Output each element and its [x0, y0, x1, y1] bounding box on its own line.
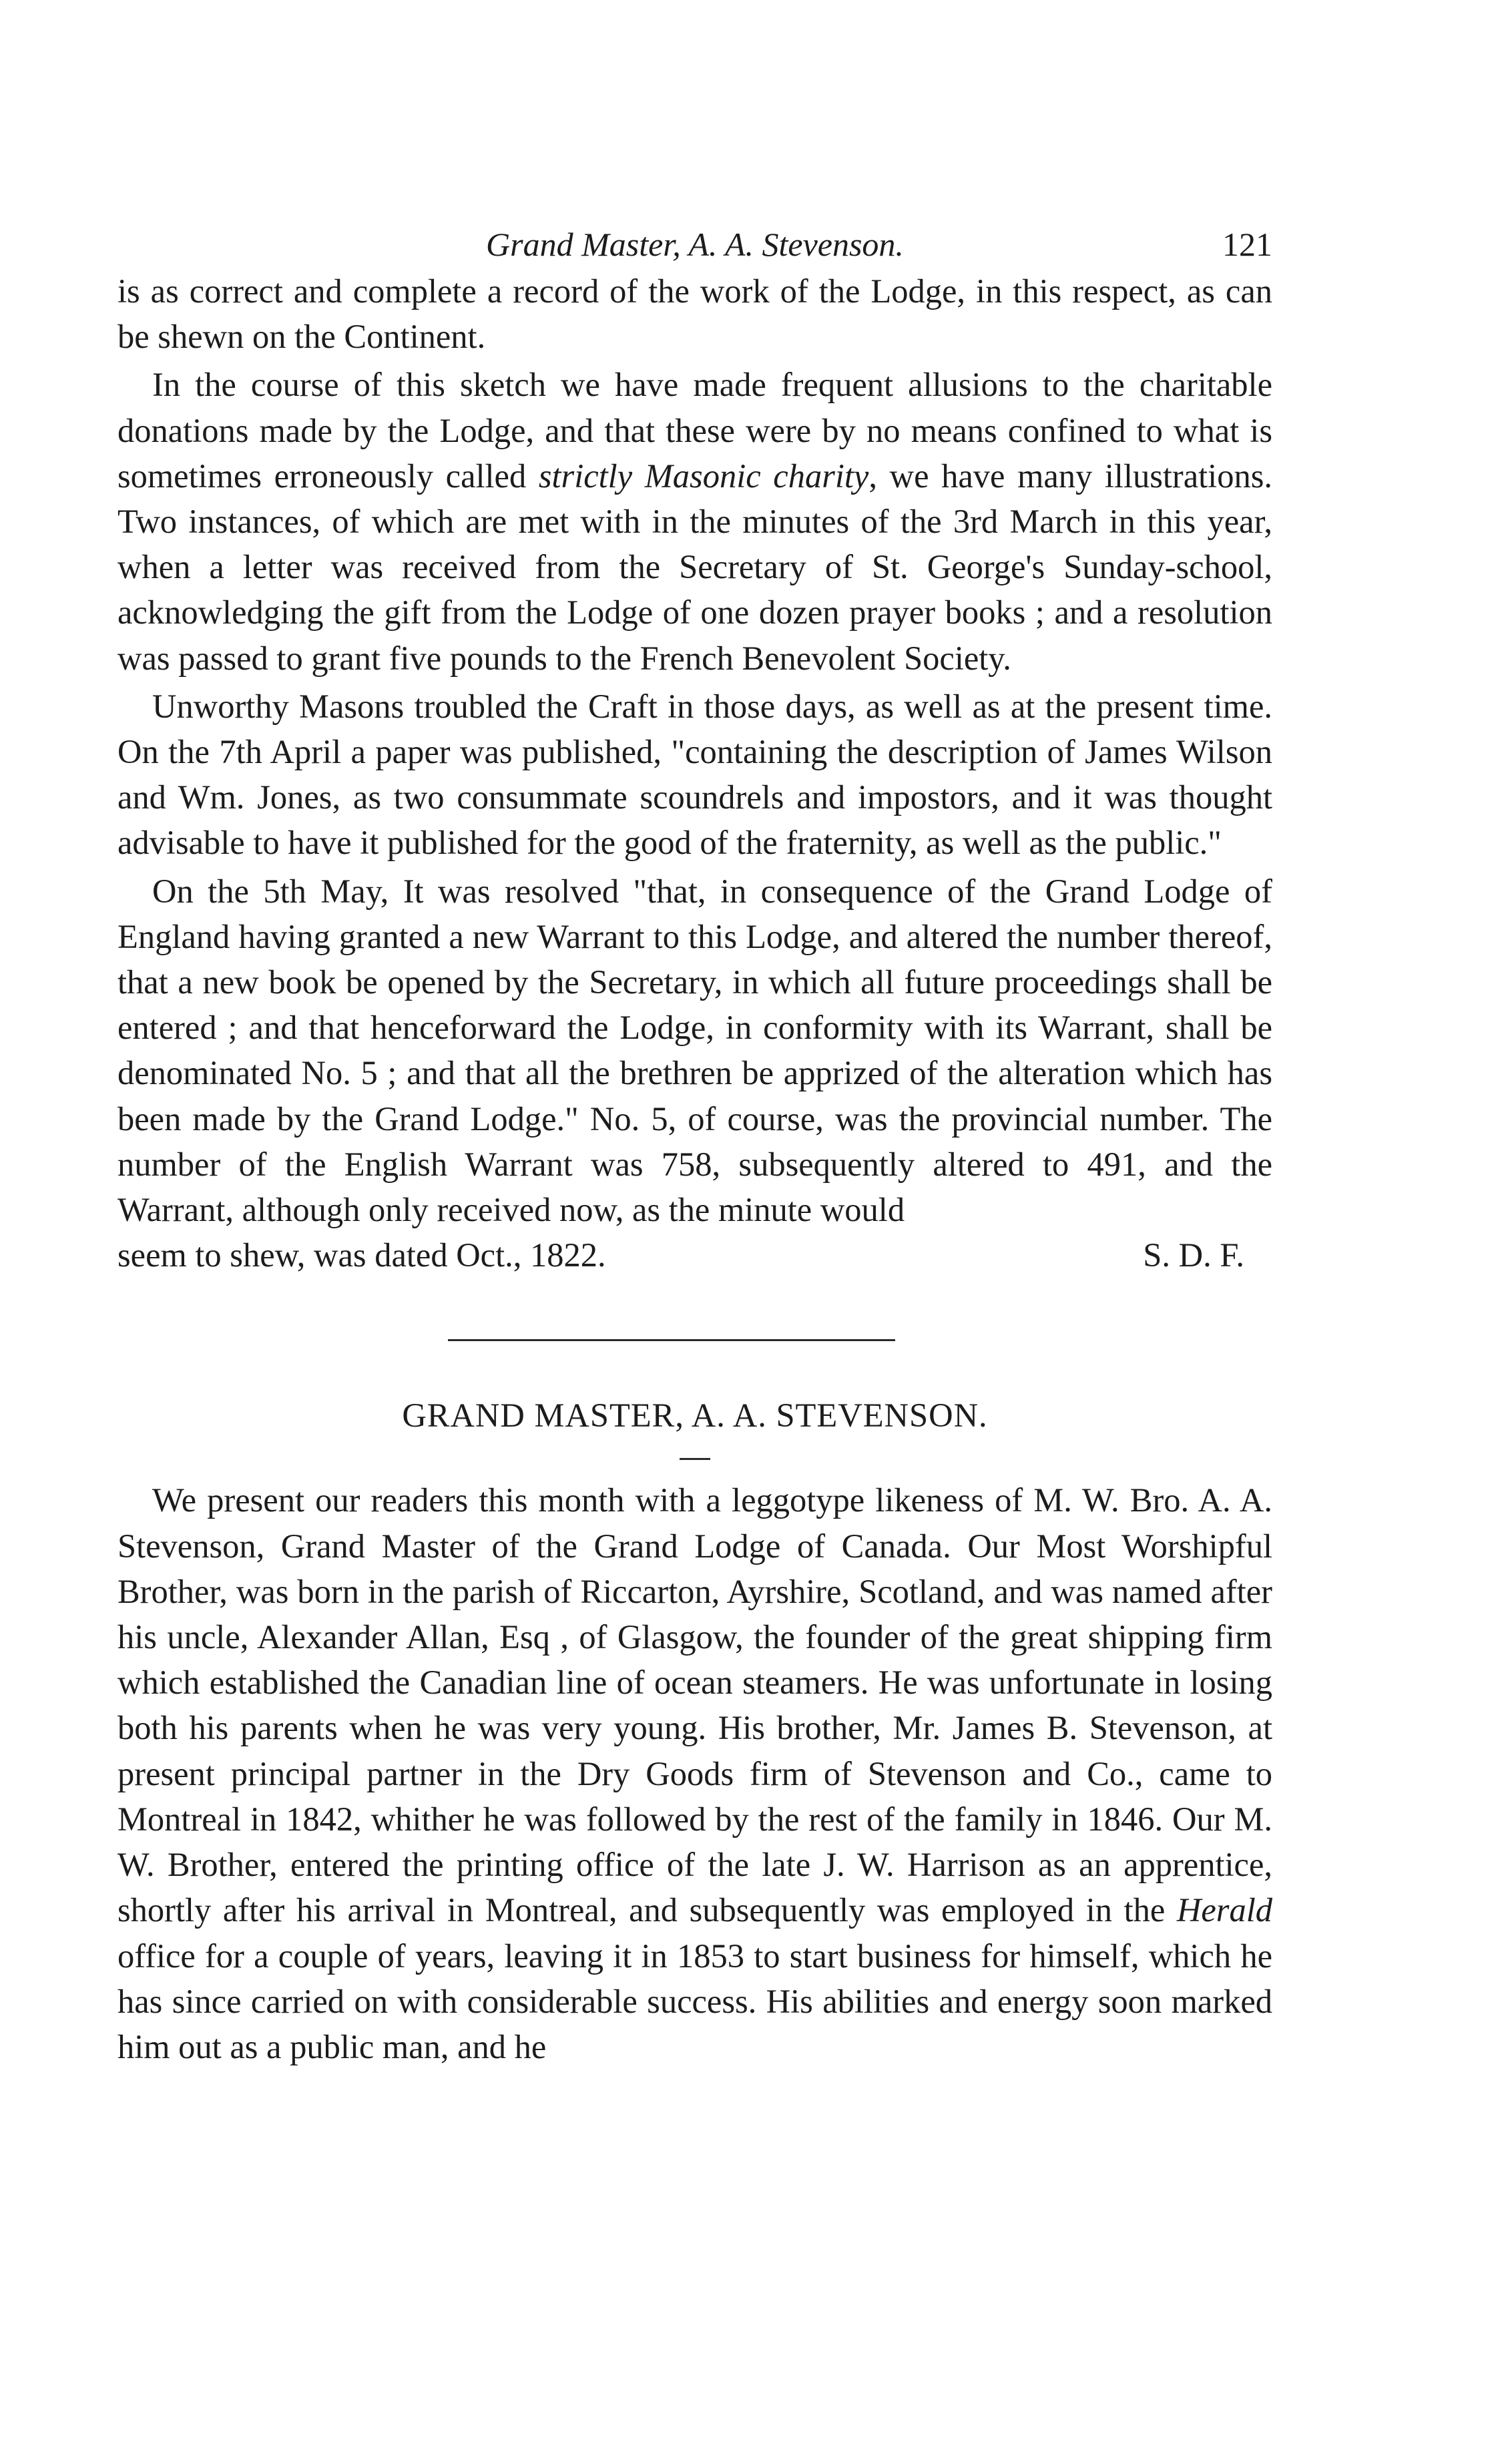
page-number: 121	[1222, 226, 1272, 263]
paragraph-unworthy-masons: Unworthy Masons troubled the Craft in those days, as well as at the present time. On the 7th April a paper was published, "containing the description of James Wilson and Wm. Jones, as two consummate scoundrels and impostors, and it was thought advisable to have it published for the good of the fraternity, as well as the public."	[117, 687, 1272, 862]
section-separator	[117, 1278, 1272, 1391]
closing-line	[117, 1232, 1272, 1278]
paragraph-charity-italic: strictly Masonic charity	[538, 457, 869, 495]
paragraph-continuation: is as correct and complete a record of the work of the Lodge, in this respect, as can be shewn on the Continent.	[117, 272, 1272, 356]
section-heading: GRAND MASTER, A. A. STEVENSON.	[402, 1397, 988, 1435]
paragraph-charity-text-2: , we have many illustrations. Two instances, of which are met with in the minutes of the 3rd March in this year, when a letter was received from the Secretary of St. George's Sunday-school, acknowledging the gift from the Lodge of one dozen prayer books ; and a resolution was passed to grant five pounds to the French Benevolent Society.	[117, 457, 1272, 677]
paragraph-warrant: On the 5th May, It was resolved "that, in consequence of the Grand Lodge of England having granted a new Warrant to this Lodge, and altered the number thereof, that a new book be opened by the Secretary, in which all future proceedings shall be entered ; and that henceforward the Lodge, in conformity with its Warrant, shall be denominated No. 5 ; and that all the brethren be apprized of the alteration which has been made by the Grand Lodge." No. 5, of course, was the provincial number. The number of the English Warrant was 758, subsequently altered to 491, and the Warrant, although only received now, as the minute would	[117, 872, 1272, 1229]
paragraph-biography	[117, 1477, 1272, 2069]
separator-rule	[448, 1339, 895, 1341]
heading-dash	[680, 1458, 710, 1460]
page	[117, 220, 1272, 2069]
paragraph-charity	[117, 362, 1272, 680]
closing-text: seem to shew, was dated Oct., 1822.	[117, 1236, 606, 1274]
article-lodge-history	[117, 268, 1272, 1278]
running-head	[117, 220, 1272, 268]
paragraph-charity-text-1: In the course of this sketch we have made frequent allusions to the charitable donations made by the Lodge, and that these were by no means confined to what is sometimes erroneously called	[117, 366, 1272, 495]
paragraph-biography-text-2: office for a couple of years, leaving it in 1853 to start business for himself, which he has since carried on with considerable success. His abilities and energy soon marked him out as a public man, and he	[117, 1937, 1272, 2065]
running-title: Grand Master, A. A. Stevenson.	[486, 226, 904, 263]
paragraph-biography-text-1: We present our readers this month with a leggotype likeness of M. W. Bro. A. A. Stevenson, Grand Master of the Grand Lodge of Canada. Our Most Worshipful Brother, was born in the parish of Riccarton, Ayrshire, Scotland, and was named after his uncle, Alexander Allan, Esq , of Glasgow, the founder of the great shipping firm which established the Canadian line of ocean steamers. He was unfortunate in losing both his parents when he was very young. His brother, Mr. James B. Stevenson, at present principal partner in the Dry Goods firm of Stevenson and Co., came to Montreal in 1842, whither he was followed by the rest of the family in 1846. Our M. W. Brother, entered the printing office of the late J. W. Harrison as an apprentice, shortly after his arrival in Montreal, and subsequently was employed in the	[117, 1481, 1272, 1929]
author-signature: S. D. F.	[1143, 1236, 1244, 1274]
article-grand-master	[117, 1391, 1272, 2069]
paragraph-biography-italic: Herald	[1176, 1891, 1272, 1929]
